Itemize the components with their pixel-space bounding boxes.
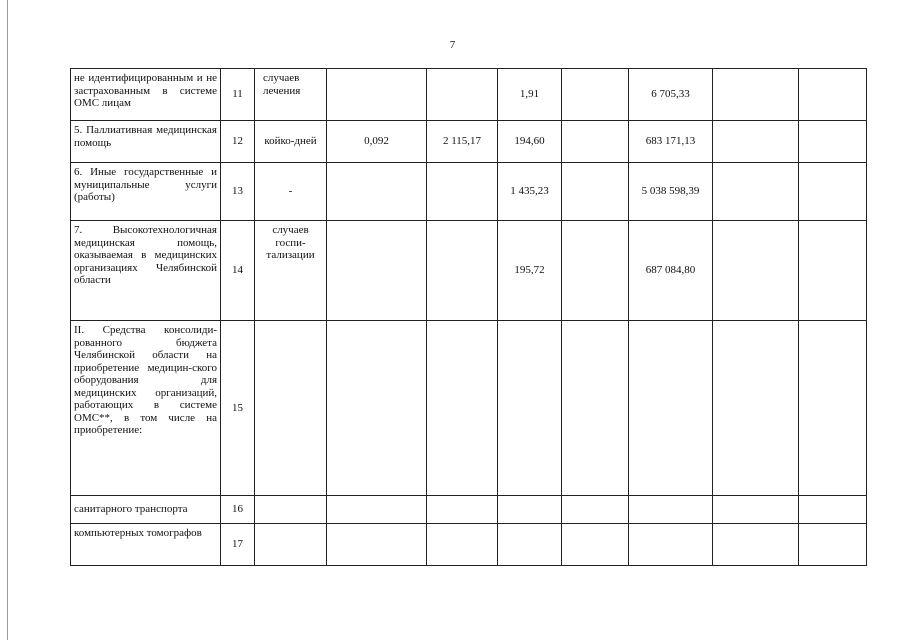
row-number: 11 <box>221 69 255 121</box>
cell-value <box>562 121 629 163</box>
cell-value <box>713 321 799 496</box>
row-number: 15 <box>221 321 255 496</box>
cell-value <box>713 163 799 221</box>
row-description: не идентифицированным и не застрахованным в системе ОМС лицам <box>71 69 221 121</box>
row-number: 14 <box>221 221 255 321</box>
cell-value <box>427 496 498 524</box>
cell-value <box>629 321 713 496</box>
row-unit: - <box>255 163 327 221</box>
row-description: 5. Паллиативная медицинская помощь <box>71 121 221 163</box>
cell-value <box>427 221 498 321</box>
row-description: 6. Иные государственные и муниципальные услуги (работы) <box>71 163 221 221</box>
cell-value <box>498 496 562 524</box>
cell-value <box>427 163 498 221</box>
cell-value <box>327 321 427 496</box>
row-description: II. Средства консолиди-рованного бюджета Челябинской области на приобретение медицин-ского оборудования для медицинских организаций, работающих в системе ОМС**, в том числе на приобретение: <box>71 321 221 496</box>
row-unit: койко-дней <box>255 121 327 163</box>
page-edge-line <box>7 0 8 640</box>
cell-value <box>327 221 427 321</box>
cell-value <box>713 496 799 524</box>
cell-value: 2 115,17 <box>427 121 498 163</box>
page-number: 7 <box>449 39 456 51</box>
row-number: 12 <box>221 121 255 163</box>
row-unit: случаев лечения <box>255 69 327 121</box>
cell-value <box>629 524 713 566</box>
cell-value <box>562 496 629 524</box>
finance-table <box>70 68 867 566</box>
row-description: компьютерных томографов <box>71 524 221 566</box>
cell-value <box>498 524 562 566</box>
row-unit <box>255 524 327 566</box>
row-number: 16 <box>221 496 255 524</box>
cell-value <box>799 221 867 321</box>
cell-value: 687 084,80 <box>629 221 713 321</box>
cell-value: 683 171,13 <box>629 121 713 163</box>
cell-value <box>799 321 867 496</box>
cell-value <box>713 69 799 121</box>
table-row <box>71 221 867 321</box>
cell-value <box>562 69 629 121</box>
row-number: 17 <box>221 524 255 566</box>
cell-value <box>799 163 867 221</box>
cell-value <box>427 524 498 566</box>
cell-value: 1,91 <box>498 69 562 121</box>
cell-value <box>799 496 867 524</box>
cell-value: 194,60 <box>498 121 562 163</box>
cell-value <box>799 69 867 121</box>
cell-value <box>629 496 713 524</box>
cell-value <box>562 321 629 496</box>
table-row <box>71 321 867 496</box>
cell-value: 1 435,23 <box>498 163 562 221</box>
cell-value <box>427 69 498 121</box>
cell-value <box>327 524 427 566</box>
cell-value <box>327 69 427 121</box>
cell-value <box>799 121 867 163</box>
cell-value <box>427 321 498 496</box>
cell-value <box>327 163 427 221</box>
table-row <box>71 69 867 121</box>
cell-value <box>713 121 799 163</box>
cell-value <box>713 221 799 321</box>
cell-value <box>498 321 562 496</box>
cell-value: 6 705,33 <box>629 69 713 121</box>
cell-value <box>799 524 867 566</box>
row-number: 13 <box>221 163 255 221</box>
cell-value <box>562 221 629 321</box>
cell-value <box>562 163 629 221</box>
cell-value <box>327 496 427 524</box>
row-unit <box>255 321 327 496</box>
row-description: санитарного транспорта <box>71 496 221 524</box>
cell-value <box>562 524 629 566</box>
row-unit <box>255 496 327 524</box>
table-row <box>71 121 867 163</box>
cell-value <box>713 524 799 566</box>
table-row <box>71 496 867 524</box>
row-unit: случаев госпи-тализации <box>255 221 327 321</box>
row-description: 7. Высокотехнологичная медицинская помощь, оказываемая в медицинских организациях Челябинской области <box>71 221 221 321</box>
cell-value: 195,72 <box>498 221 562 321</box>
cell-value: 5 038 598,39 <box>629 163 713 221</box>
table-row <box>71 524 867 566</box>
table-row <box>71 163 867 221</box>
cell-value: 0,092 <box>327 121 427 163</box>
